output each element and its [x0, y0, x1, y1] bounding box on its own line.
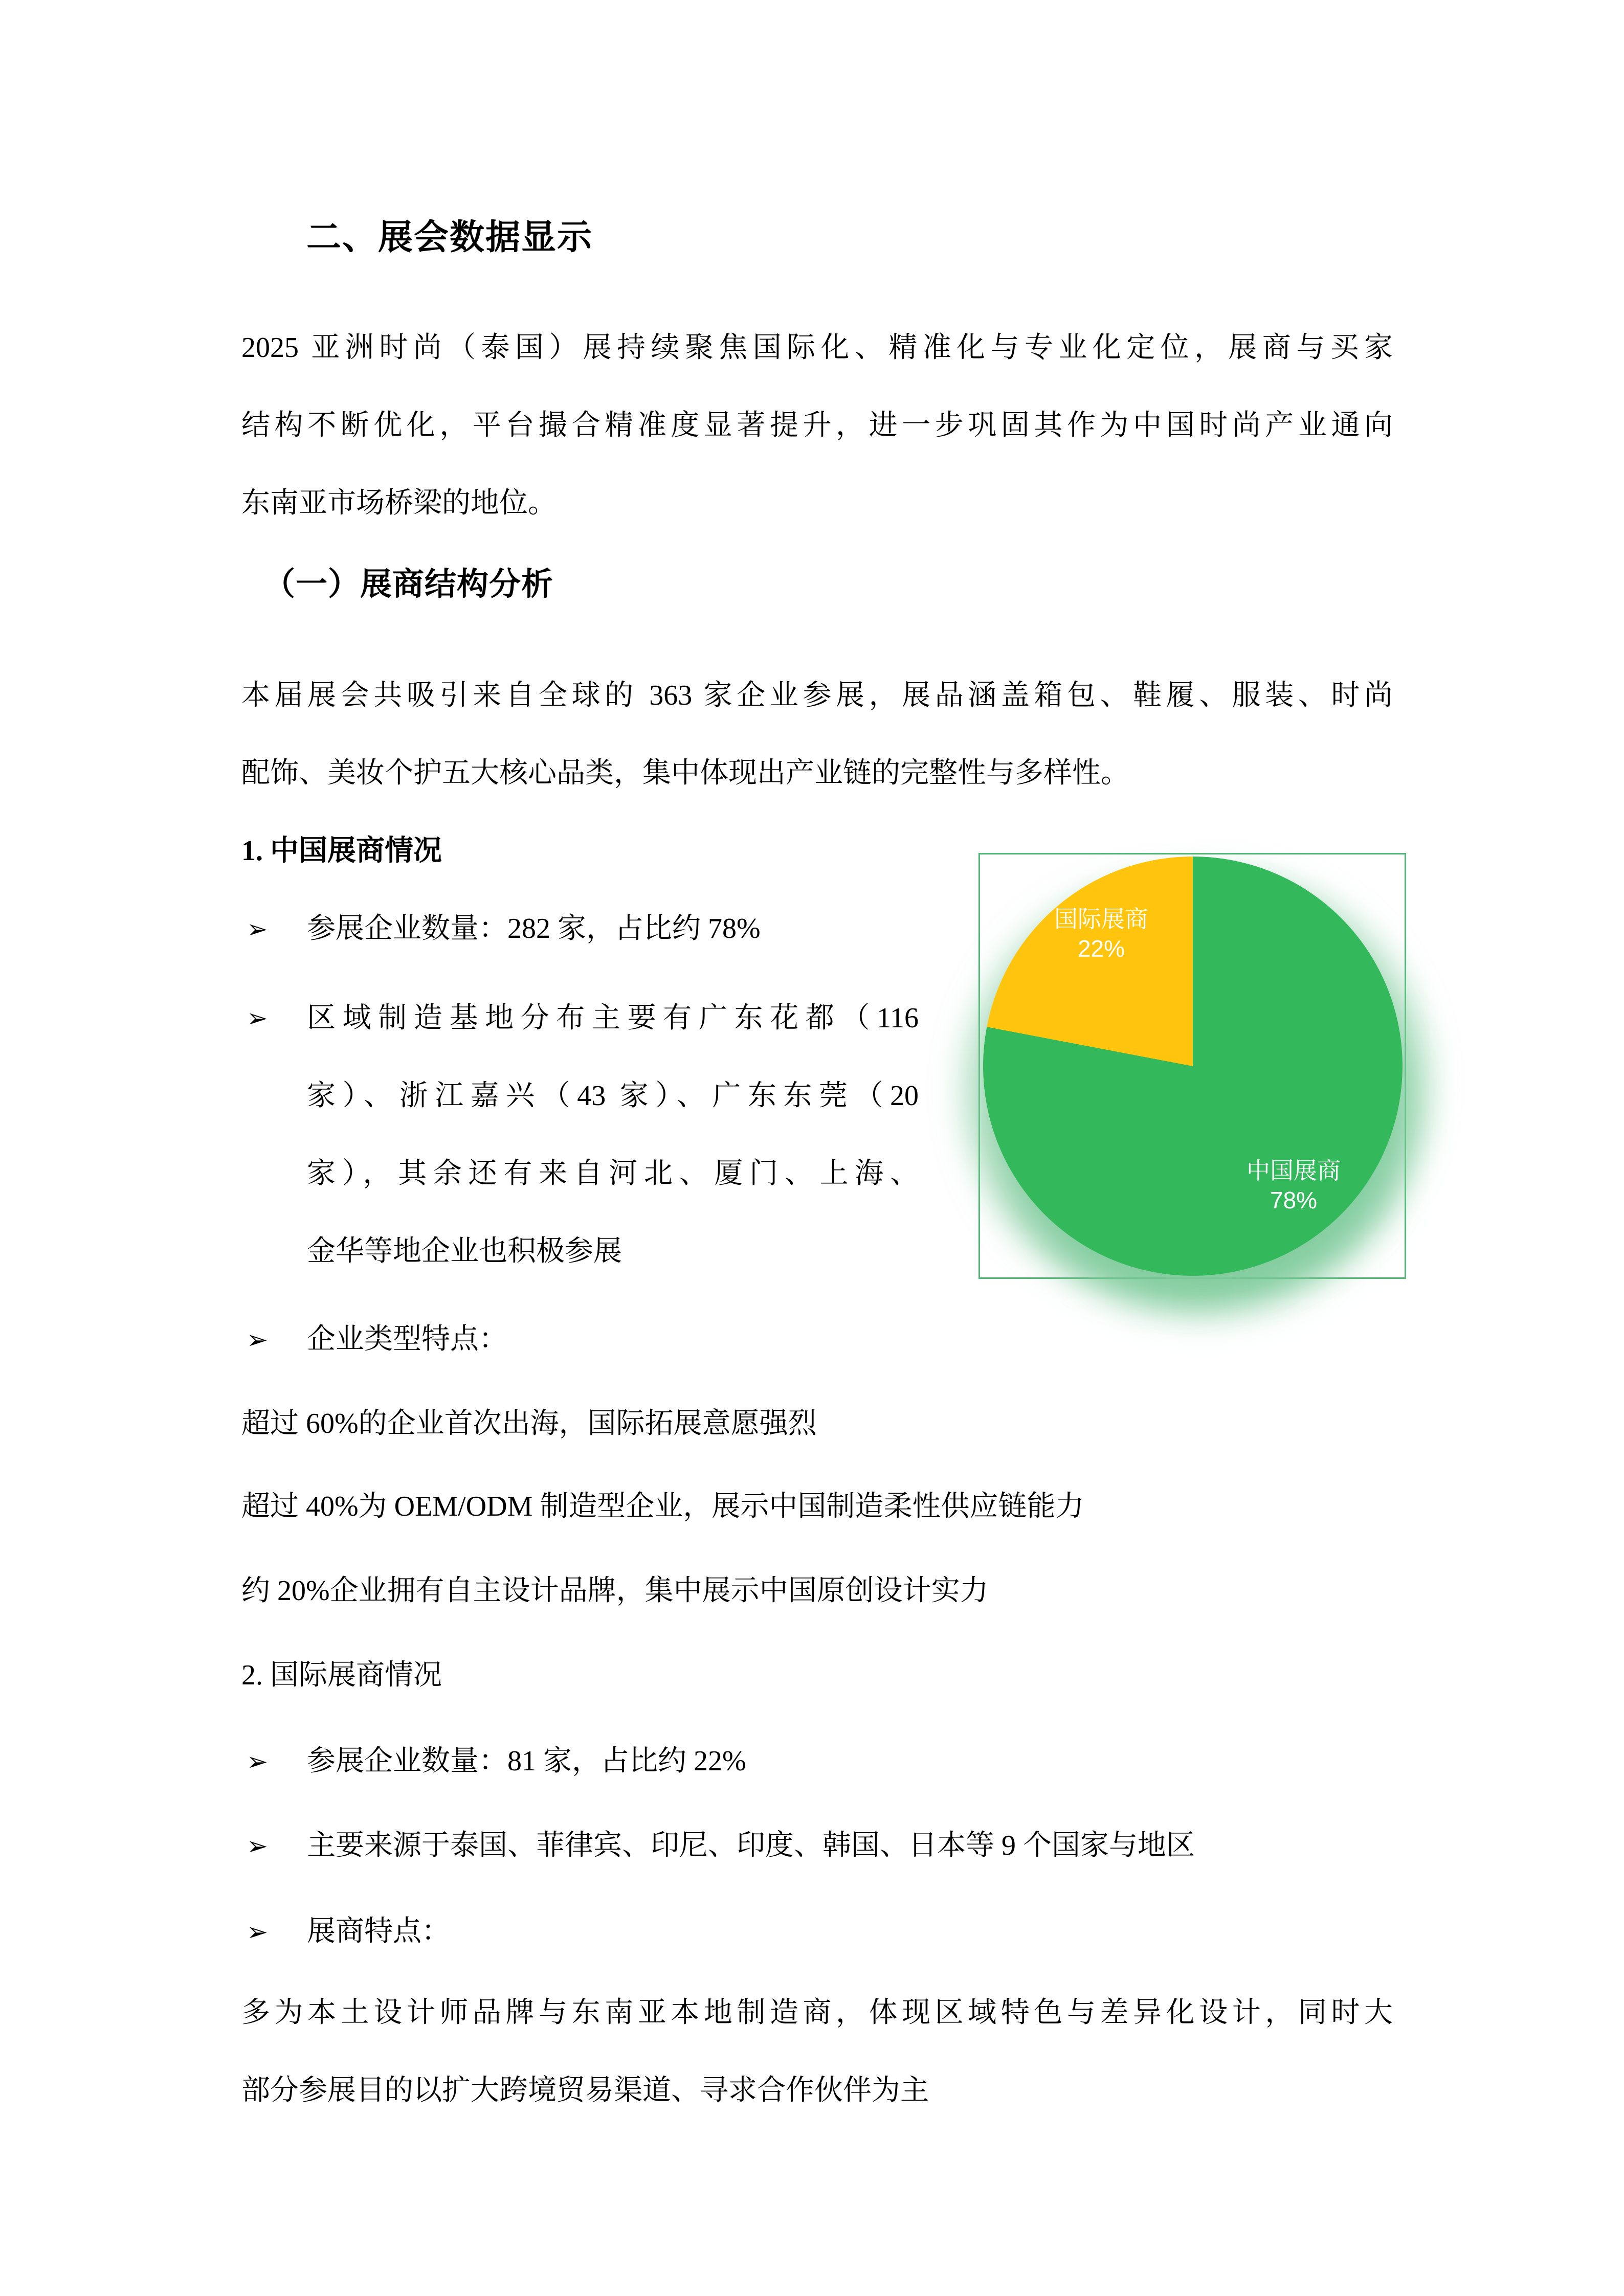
pie-label-china	[1191, 1156, 1396, 1215]
china-bullet-3	[247, 1300, 507, 1379]
pie-label-china-value: 78%	[1270, 1187, 1318, 1213]
section-heading: （一）展商结构分析	[263, 567, 554, 602]
china-bullet-1	[247, 890, 761, 968]
intl-bullet-3-text: 展商特点：	[307, 1916, 450, 1947]
china-point-1: 超过 60%的企业首次出海，国际拓展意愿强烈	[241, 1408, 817, 1439]
intl-bullet-3	[247, 1893, 450, 1971]
china-subheading: 1. 中国展商情况	[241, 835, 442, 867]
intro-line: 2025 亚洲时尚（泰国）展持续聚焦国际化、精准化与专业化定位，展商与买家	[241, 332, 1393, 364]
arrow-bullet-icon: ➢	[247, 1917, 268, 1947]
china-bullet-1-text: 参展企业数量：282 家，占比约 78%	[307, 913, 761, 944]
closing-line: 部分参展目的以扩大跨境贸易渠道、寻求合作伙伴为主	[241, 2075, 929, 2106]
arrow-bullet-icon: ➢	[247, 1831, 268, 1861]
intl-bullet-1-text: 参展企业数量：81 家，占比约 22%	[307, 1745, 746, 1777]
arrow-bullet-icon: ➢	[247, 1325, 268, 1355]
intro-line: 结构不断优化，平台撮合精准度显著提升，进一步巩固其作为中国时尚产业通向	[241, 410, 1393, 441]
pie-chart-frame	[978, 853, 1406, 1279]
china-bullet-2-line: 区域制造基地分布主要有广东花都（116	[307, 1002, 919, 1034]
pie-label-international	[999, 904, 1204, 963]
intl-bullet-2	[247, 1807, 1195, 1885]
china-bullet-3-text: 企业类型特点：	[307, 1323, 507, 1355]
intro-line: 东南亚市场桥梁的地位。	[241, 487, 557, 519]
intl-subheading: 2. 国际展商情况	[241, 1659, 442, 1691]
closing-line: 多为本土设计师品牌与东南亚本地制造商，体现区域特色与差异化设计，同时大	[241, 1997, 1393, 2029]
intl-bullet-2-text: 主要来源于泰国、菲律宾、印尼、印度、韩国、日本等 9 个国家与地区	[307, 1830, 1195, 1861]
arrow-bullet-icon: ➢	[247, 1003, 268, 1033]
china-bullet-2-line: 金华等地企业也积极参展	[307, 1235, 622, 1267]
china-bullet-2	[307, 979, 919, 1290]
china-bullet-2-line: 家）、浙江嘉兴（43 家）、广东东莞（20	[307, 1080, 919, 1112]
section-intro-line: 配饰、美妆个护五大核心品类，集中体现出产业链的完整性与多样性。	[241, 757, 1129, 789]
arrow-bullet-icon: ➢	[247, 1747, 268, 1776]
intro-paragraph	[241, 309, 1393, 542]
closing-paragraph	[241, 1974, 1393, 2129]
arrow-bullet-icon: ➢	[247, 914, 268, 944]
heading-level1: 二、展会数据显示	[306, 218, 593, 257]
china-point-3: 约 20%企业拥有自主设计品牌，集中展示中国原创设计实力	[241, 1575, 989, 1607]
pie-label-international-value: 22%	[1077, 935, 1125, 962]
intl-bullet-1	[247, 1722, 746, 1800]
section-intro-paragraph	[241, 657, 1393, 812]
section-intro-line: 本届展会共吸引来自全球的 363 家企业参展，展品涵盖箱包、鞋履、服装、时尚	[241, 680, 1393, 711]
china-point-2: 超过 40%为 OEM/ODM 制造型企业，展示中国制造柔性供应链能力	[241, 1491, 1084, 1522]
pie-label-china-name: 中国展商	[1247, 1157, 1341, 1184]
china-bullet-2-line: 家），其余还有来自河北、厦门、上海、	[307, 1158, 919, 1189]
pie-label-international-name: 国际展商	[1054, 906, 1148, 932]
